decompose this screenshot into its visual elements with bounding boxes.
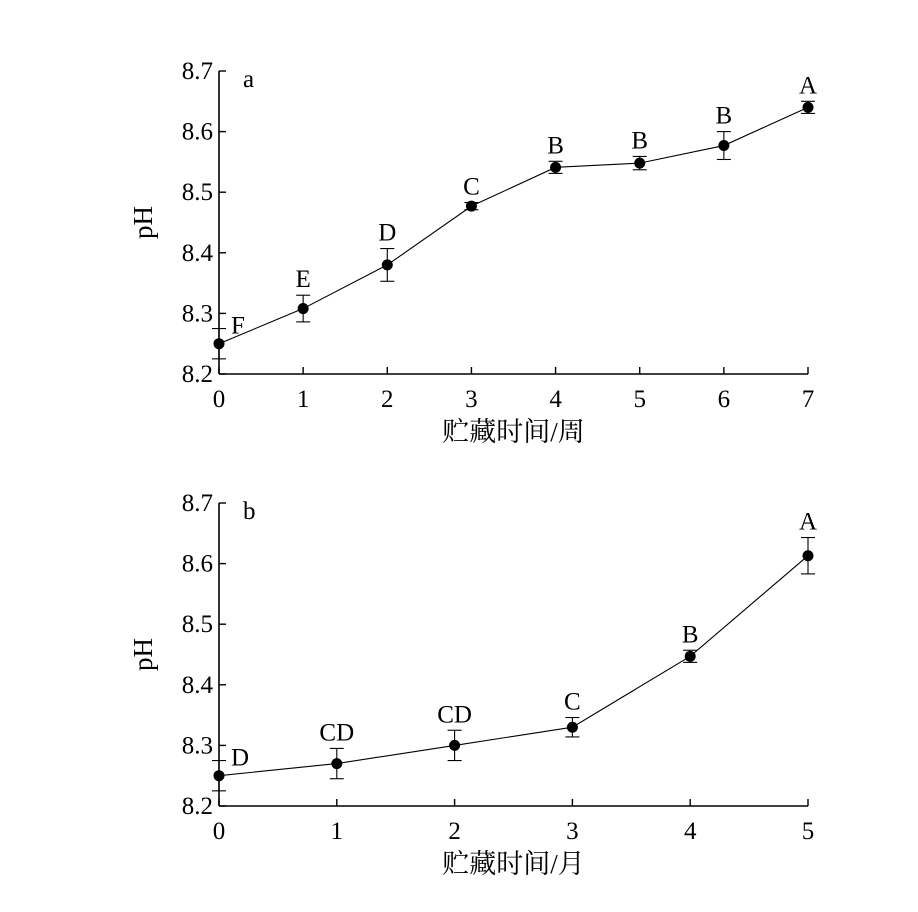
y-tick-label: 8.7 [181,490,213,517]
x-axis-title: 贮藏时间/月 [442,849,585,879]
significance-label: E [295,266,311,294]
significance-label: B [715,102,733,130]
data-point [449,740,460,751]
significance-label: C [463,173,480,201]
data-point [803,550,814,561]
data-point [567,722,578,733]
panel-a [128,58,817,447]
significance-label: D [378,219,397,247]
y-tick-label: 8.7 [181,58,213,85]
y-tick-label: 8.5 [181,611,213,639]
x-tick-label: 4 [549,386,562,413]
x-tick-label: 5 [801,818,815,845]
y-tick-label: 8.5 [181,179,213,207]
x-tick-label: 0 [212,386,226,413]
significance-label: A [798,508,818,536]
y-tick-label: 8.6 [181,118,213,146]
significance-label: CD [437,701,472,729]
x-tick-label: 3 [465,386,478,413]
data-point [718,140,729,151]
x-tick-label: 0 [212,818,226,845]
y-tick-label: 8.4 [181,239,213,267]
data-point [466,201,477,212]
data-point [331,758,342,769]
x-tick-label: 6 [717,386,731,413]
data-point [214,770,225,781]
x-axis-title: 贮藏时间/周 [442,417,585,447]
y-tick-label: 8.6 [181,550,213,578]
data-point [214,338,225,349]
significance-label: D [231,744,250,772]
x-tick-label: 1 [330,818,344,845]
y-tick-label: 8.4 [181,671,213,699]
significance-label: CD [319,719,355,747]
x-tick-label: 4 [683,818,697,845]
significance-label: F [231,312,245,340]
data-point [550,162,561,173]
x-tick-label: 3 [566,818,579,845]
significance-label: B [631,127,649,155]
data-point [634,158,645,169]
significance-label: A [798,72,818,100]
significance-label: B [547,132,564,160]
x-tick-label: 1 [296,386,310,413]
x-tick-label: 2 [448,818,461,845]
series-line [219,556,808,776]
data-point [803,102,814,113]
x-tick-label: 2 [381,386,394,413]
y-tick-label: 8.2 [181,793,213,820]
panel-label: b [243,498,256,525]
significance-label: C [564,688,581,716]
data-point [382,259,393,270]
data-point [685,651,696,662]
y-tick-label: 8.3 [181,300,213,328]
y-tick-label: 8.3 [181,732,213,760]
x-tick-label: 5 [633,386,646,413]
y-tick-label: 8.2 [181,361,213,388]
panel-b [128,490,817,879]
x-tick-label: 7 [801,386,815,413]
y-axis-title: pH [128,638,158,671]
panel-label: a [243,66,255,93]
data-point [298,303,309,314]
y-axis-title: pH [128,206,158,239]
significance-label: B [681,621,699,649]
